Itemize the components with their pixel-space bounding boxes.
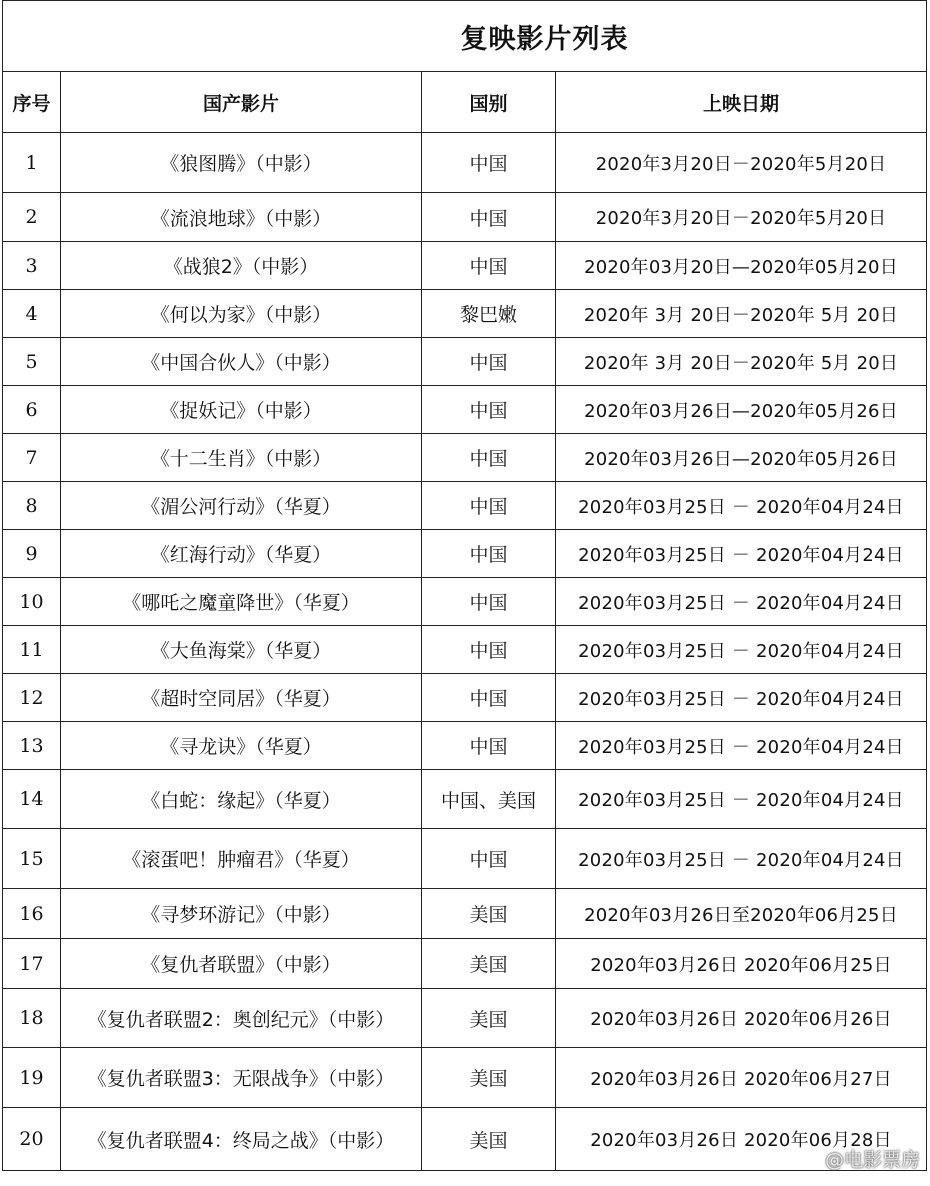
film-title: 《湄公河行动》（华夏）	[61, 482, 422, 530]
release-dates: 2020年3月20日－2020年5月20日	[556, 193, 927, 242]
film-title: 《复仇者联盟2：奥创纪元》（中影）	[61, 989, 422, 1048]
row-number: 14	[3, 770, 61, 829]
country: 美国	[422, 989, 556, 1048]
table-row	[3, 1108, 927, 1171]
release-dates: 2020年03月25日 － 2020年04月24日	[556, 829, 927, 889]
country: 美国	[422, 1048, 556, 1108]
title-row	[3, 1, 927, 72]
release-dates: 2020年03月25日 － 2020年04月24日	[556, 674, 927, 722]
country: 中国	[422, 242, 556, 290]
country: 中国、美国	[422, 770, 556, 829]
release-dates: 2020年03月26日 2020年06月27日	[556, 1048, 927, 1108]
country: 美国	[422, 1108, 556, 1171]
table-row	[3, 338, 927, 386]
table-row	[3, 829, 927, 889]
watermark-text: @电影票房	[824, 1149, 920, 1171]
release-dates: 2020年03月20日—2020年05月20日	[556, 242, 927, 290]
title-cell	[3, 1, 927, 72]
film-title: 《流浪地球》（中影）	[61, 193, 422, 242]
film-title: 《复仇者联盟3：无限战争》（中影）	[61, 1048, 422, 1108]
row-number: 1	[3, 133, 61, 193]
film-title: 《何以为家》（中影）	[61, 290, 422, 338]
country: 中国	[422, 829, 556, 889]
release-dates: 2020年03月26日—2020年05月26日	[556, 434, 927, 482]
film-title: 《复仇者联盟》（中影）	[61, 939, 422, 989]
country: 中国	[422, 626, 556, 674]
country: 中国	[422, 482, 556, 530]
table-row	[3, 133, 927, 193]
table-row	[3, 674, 927, 722]
release-dates: 2020年03月25日 － 2020年04月24日	[556, 626, 927, 674]
film-title: 《大鱼海棠》（华夏）	[61, 626, 422, 674]
row-number: 19	[3, 1048, 61, 1108]
row-number: 20	[3, 1108, 61, 1171]
film-title: 《哪吒之魔童降世》（华夏）	[61, 578, 422, 626]
country: 中国	[422, 578, 556, 626]
table-row	[3, 939, 927, 989]
table-row	[3, 434, 927, 482]
watermark	[803, 1145, 920, 1172]
country: 美国	[422, 939, 556, 989]
row-number: 6	[3, 386, 61, 434]
row-number: 8	[3, 482, 61, 530]
release-dates: 2020年3月20日－2020年5月20日	[556, 133, 927, 193]
row-number: 7	[3, 434, 61, 482]
film-title: 《复仇者联盟4：终局之战》（中影）	[61, 1108, 422, 1171]
release-dates: 2020年03月25日 － 2020年04月24日	[556, 482, 927, 530]
country: 中国	[422, 530, 556, 578]
row-number: 13	[3, 722, 61, 770]
country: 中国	[422, 434, 556, 482]
header-dates: 上映日期	[556, 72, 927, 133]
country: 中国	[422, 722, 556, 770]
row-number: 10	[3, 578, 61, 626]
film-title: 《红海行动》（华夏）	[61, 530, 422, 578]
row-number: 15	[3, 829, 61, 889]
header-number: 序号	[3, 72, 61, 133]
release-dates: 2020年03月26日 2020年06月26日	[556, 989, 927, 1048]
table-row	[3, 626, 927, 674]
release-dates: 2020年 3月 20日－2020年 5月 20日	[556, 290, 927, 338]
header-row	[3, 72, 927, 133]
country: 中国	[422, 674, 556, 722]
film-title: 《捉妖记》（中影）	[61, 386, 422, 434]
table-row	[3, 482, 927, 530]
row-number: 3	[3, 242, 61, 290]
table-row	[3, 989, 927, 1048]
film-title: 《战狼2》（中影）	[61, 242, 422, 290]
release-dates: 2020年03月25日 － 2020年04月24日	[556, 578, 927, 626]
country: 中国	[422, 338, 556, 386]
film-title: 《滚蛋吧！肿瘤君》（华夏）	[61, 829, 422, 889]
film-title: 《中国合伙人》（中影）	[61, 338, 422, 386]
table-row	[3, 242, 927, 290]
row-number: 9	[3, 530, 61, 578]
weibo-icon	[803, 1152, 823, 1168]
row-number: 4	[3, 290, 61, 338]
country: 中国	[422, 386, 556, 434]
film-title: 《寻梦环游记》（中影）	[61, 889, 422, 939]
header-film: 国产影片	[61, 72, 422, 133]
release-dates: 2020年03月26日 2020年06月28日	[556, 1108, 927, 1171]
release-dates: 2020年03月26日—2020年05月26日	[556, 386, 927, 434]
table-row	[3, 290, 927, 338]
country: 美国	[422, 889, 556, 939]
film-title: 《狼图腾》（中影）	[61, 133, 422, 193]
table-row	[3, 530, 927, 578]
release-dates: 2020年 3月 20日－2020年 5月 20日	[556, 338, 927, 386]
table-row	[3, 386, 927, 434]
table-row	[3, 578, 927, 626]
country: 中国	[422, 133, 556, 193]
row-number: 12	[3, 674, 61, 722]
release-dates: 2020年03月25日 － 2020年04月24日	[556, 530, 927, 578]
country: 中国	[422, 193, 556, 242]
row-number: 5	[3, 338, 61, 386]
table-row	[3, 770, 927, 829]
row-number: 18	[3, 989, 61, 1048]
film-title: 《寻龙诀》（华夏）	[61, 722, 422, 770]
table-title: 复映影片列表	[460, 23, 629, 55]
film-title: 《超时空同居》（华夏）	[61, 674, 422, 722]
film-title: 《十二生肖》（中影）	[61, 434, 422, 482]
film-title: 《白蛇：缘起》（华夏）	[61, 770, 422, 829]
release-dates: 2020年03月25日 － 2020年04月24日	[556, 722, 927, 770]
rerelease-film-table	[2, 0, 927, 1171]
row-number: 17	[3, 939, 61, 989]
country: 黎巴嫩	[422, 290, 556, 338]
table-row	[3, 889, 927, 939]
release-dates: 2020年03月26日 2020年06月25日	[556, 939, 927, 989]
row-number: 16	[3, 889, 61, 939]
table-row	[3, 1048, 927, 1108]
table-row	[3, 722, 927, 770]
header-country: 国别	[422, 72, 556, 133]
release-dates: 2020年03月25日 － 2020年04月24日	[556, 770, 927, 829]
release-dates: 2020年03月26日至2020年06月25日	[556, 889, 927, 939]
row-number: 11	[3, 626, 61, 674]
row-number: 2	[3, 193, 61, 242]
table-row	[3, 193, 927, 242]
